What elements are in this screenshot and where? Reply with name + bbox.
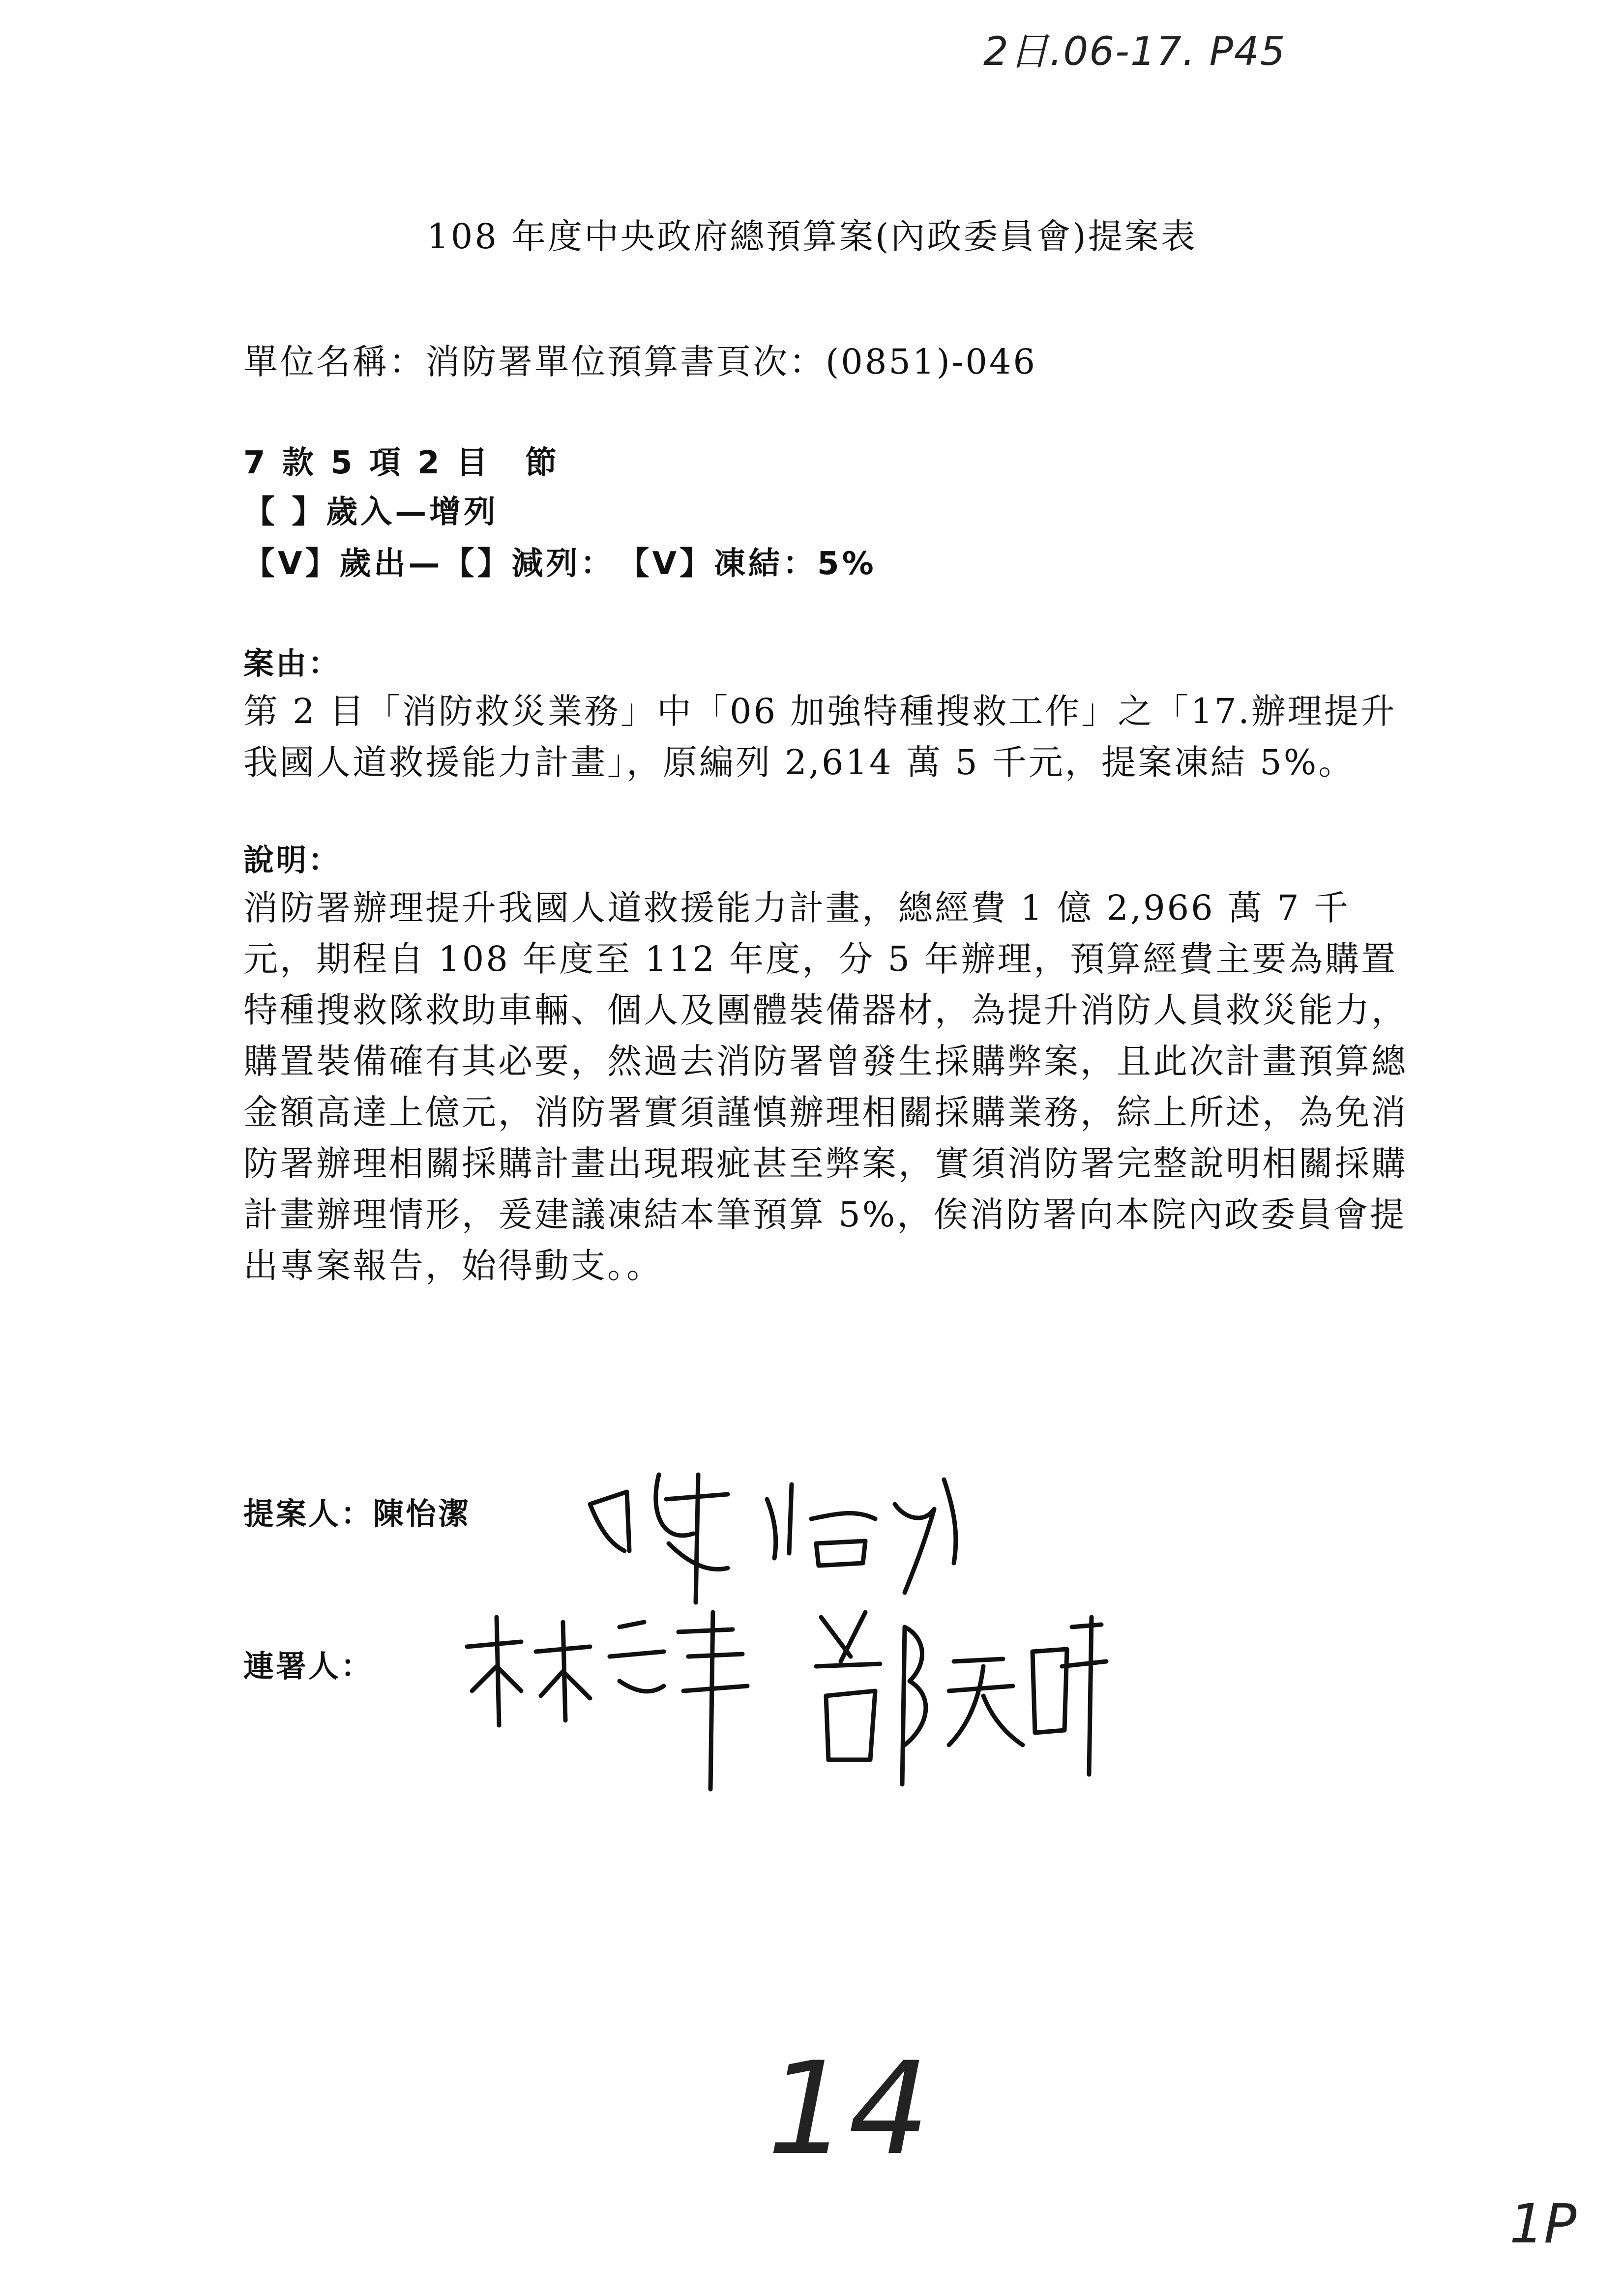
proposer-label: 提案人：陳怡潔 bbox=[243, 1496, 471, 1532]
budget-section-line: 7 款 5 項 2 目 節 bbox=[243, 445, 560, 481]
top-handwritten-note: 2日.06-17. P45 bbox=[983, 29, 1286, 74]
revenue-line: 【 】歲入—增列 bbox=[243, 494, 499, 530]
reason-text: 第 2 目「消防救災業務」中「06 加強特種搜救工作」之「17.辦理提升我國人道救援能力計畫」，原編列 2,614 萬 5 千元，提案凍結 5%。 bbox=[243, 691, 1397, 783]
handwritten-page-number: 14 bbox=[767, 2035, 930, 2183]
cosigner-signature-cheng bbox=[806, 1598, 1111, 1794]
document-title: 108 年度中央政府總預算案(內政委員會)提案表 bbox=[427, 216, 1197, 257]
expense-freeze-line: 【V】歲出—【】減列： 【V】凍結：5% bbox=[243, 546, 877, 582]
unit-budget-line: 單位名稱：消防署單位預算書頁次：(0851)-046 bbox=[243, 342, 1037, 382]
corner-handwritten-note: 1P bbox=[1509, 2192, 1577, 2255]
reason-label: 案由： bbox=[243, 645, 341, 681]
proposer-signature bbox=[580, 1445, 1023, 1607]
explanation-label: 說明： bbox=[243, 842, 341, 878]
explanation-text: 消防署辦理提升我國人道救援能力計畫，總經費 1 億 2,966 萬 7 千元，期程自 108 年度至 112 年度，分 5 年辦理，預算經費主要為購置特種搜救隊救助車輛、個人及團體裝備器材，為提升消防人員救災能力，購置裝備確有其必要，然過去消防署曾發生採購弊案，且此次計畫預算總金額高達上億元，消防署實須謹慎辦理相關採購業務，綜上所述，為免消防署辦理相關採購計畫出現瑕疵甚至弊案，實須消防署完整說明相關採購計畫辦理情形，爰建議凍結本筆預算 5%，俟消防署向本院內政委員會提出專案報告，始得動支。。 bbox=[243, 888, 1408, 1286]
cosigner-label: 連署人： bbox=[243, 1648, 374, 1684]
cosigner-signature-lin bbox=[457, 1593, 777, 1804]
